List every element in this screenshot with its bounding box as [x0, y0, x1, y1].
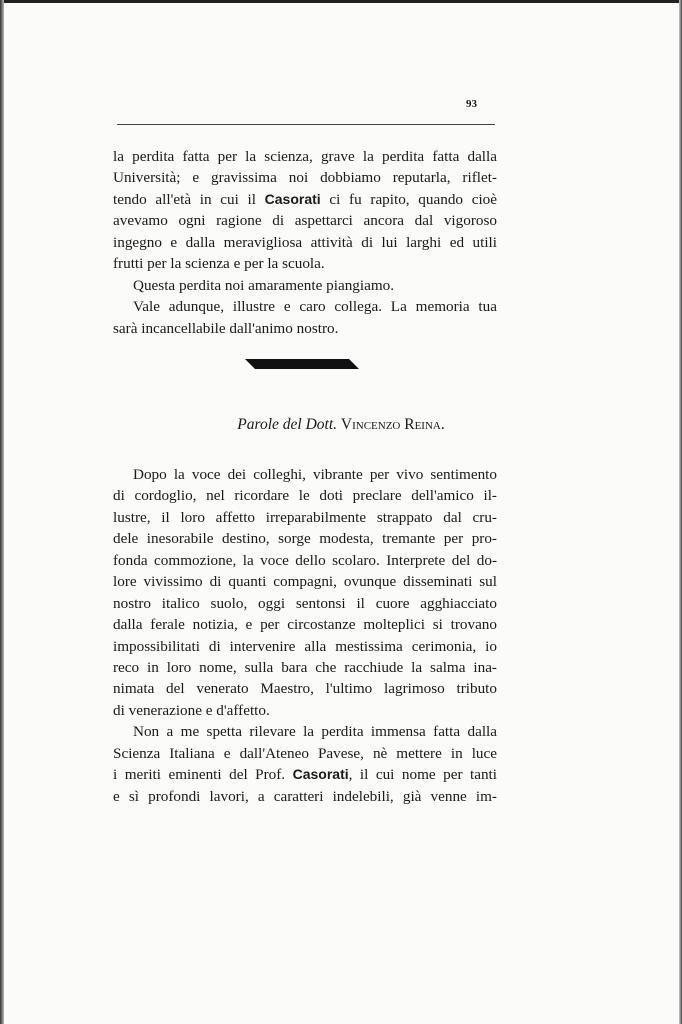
text-segment: di cordoglio, nel ricordare le doti preclare dell'amico il-: [113, 487, 497, 505]
text-line: [113, 210, 497, 231]
text-segment: di venerazione e d'affetto.: [113, 701, 270, 719]
text-line: [113, 636, 497, 657]
text-segment: sarà incancellabile dall'animo nostro.: [113, 319, 339, 337]
text-segment: Non a me spetta rilevare la perdita immensa fatta dalla: [133, 723, 497, 741]
bold-name: Casorati: [292, 766, 349, 783]
text-line: [113, 657, 497, 678]
text-line: [113, 571, 497, 592]
text-segment: impossibilitati di intervenire alla mestissima cerimonia, io: [113, 637, 497, 655]
text-segment: dele inesorabile destino, sorge modesta, tremante per pro-: [113, 530, 497, 548]
text-segment: i meriti eminenti del Prof.: [113, 766, 293, 784]
paragraph-5: [113, 721, 497, 807]
paragraph-4: [113, 464, 497, 721]
text-line: [113, 253, 497, 274]
text-segment: Scienza Italiana e dall'Ateneo Pavese, nè mettere in luce: [113, 744, 497, 762]
text-line: [113, 507, 497, 528]
text-line: [113, 296, 497, 317]
text-line: [113, 700, 497, 721]
text-line: [113, 678, 497, 699]
text-line: [113, 485, 497, 506]
text-segment: ci fu rapito, quando cioè: [320, 190, 498, 208]
text-segment: nostro italico suolo, oggi sentonsi il cuore agghiacciato: [113, 594, 497, 612]
text-line: [113, 189, 497, 210]
paragraph-2: [113, 275, 497, 296]
text-segment: Dopo la voce dei colleghi, vibrante per vivo sentimento: [133, 466, 497, 483]
text-segment: avevamo ogni ragione di aspettarci ancora dal vigoroso: [113, 212, 497, 230]
text-segment: frutti per la scienza e per la scuola.: [113, 255, 325, 273]
text-segment: la perdita fatta per la scienza, grave la perdita fatta dalla: [113, 148, 497, 165]
text-segment: fonda commozione, la voce dello scolaro. Interprete del do-: [113, 551, 497, 569]
scan-left-edge: [0, 0, 4, 1024]
text-segment: e sì profondi lavori, a caratteri indelebili, già venne im-: [113, 787, 497, 805]
text-segment: dalla ferale notizia, e per circostanze molteplici si trovano: [113, 616, 497, 634]
text-line: [113, 614, 497, 635]
page-number: 93: [466, 98, 477, 110]
text-segment: Università; e gravissima noi dobbiamo reputarla, riflet-: [113, 169, 497, 187]
text-line: [113, 764, 497, 785]
section-title-prefix: Parole del Dott.: [237, 416, 338, 433]
text-line: [113, 721, 497, 742]
ornament-divider: [245, 359, 359, 369]
section-title: [0, 416, 682, 434]
text-line: [113, 318, 497, 339]
header-rule: [117, 124, 495, 125]
scan-top-edge: [0, 0, 682, 3]
text-line: [113, 528, 497, 549]
text-segment: reco in loro nome, sulla bara che racchiude la salma ina-: [113, 658, 497, 676]
text-segment: lustre, il loro affetto irreparabilmente strappato dal cru-: [113, 508, 497, 526]
text-line: Questa perdita noi amaramente piangiamo.: [133, 276, 395, 294]
text-line: [113, 464, 497, 485]
text-line: [113, 146, 497, 167]
text-segment: tendo all'età in cui il: [113, 190, 265, 208]
text-segment: Vale adunque, illustre e caro collega. La memoria tua: [133, 298, 497, 316]
text-line: [113, 786, 497, 807]
text-line: [113, 550, 497, 571]
text-line: [113, 743, 497, 764]
text-line: [113, 593, 497, 614]
text-line: [113, 232, 497, 253]
text-line: [113, 167, 497, 188]
section-title-name: Vincenzo Reina.: [340, 416, 445, 433]
text-segment: , il cui nome per tanti: [348, 766, 497, 784]
text-segment: lore vivissimo di quanti compagni, ovunque disseminati sul: [113, 573, 497, 591]
text-segment: nimata del venerato Maestro, l'ultimo lagrimoso tributo: [113, 680, 497, 698]
paragraph-3: [113, 296, 497, 339]
paragraph-1: [113, 146, 497, 275]
text-segment: ingegno e dalla meravigliosa attività di lui larghi ed utili: [113, 233, 497, 251]
bold-name: Casorati: [264, 190, 321, 207]
